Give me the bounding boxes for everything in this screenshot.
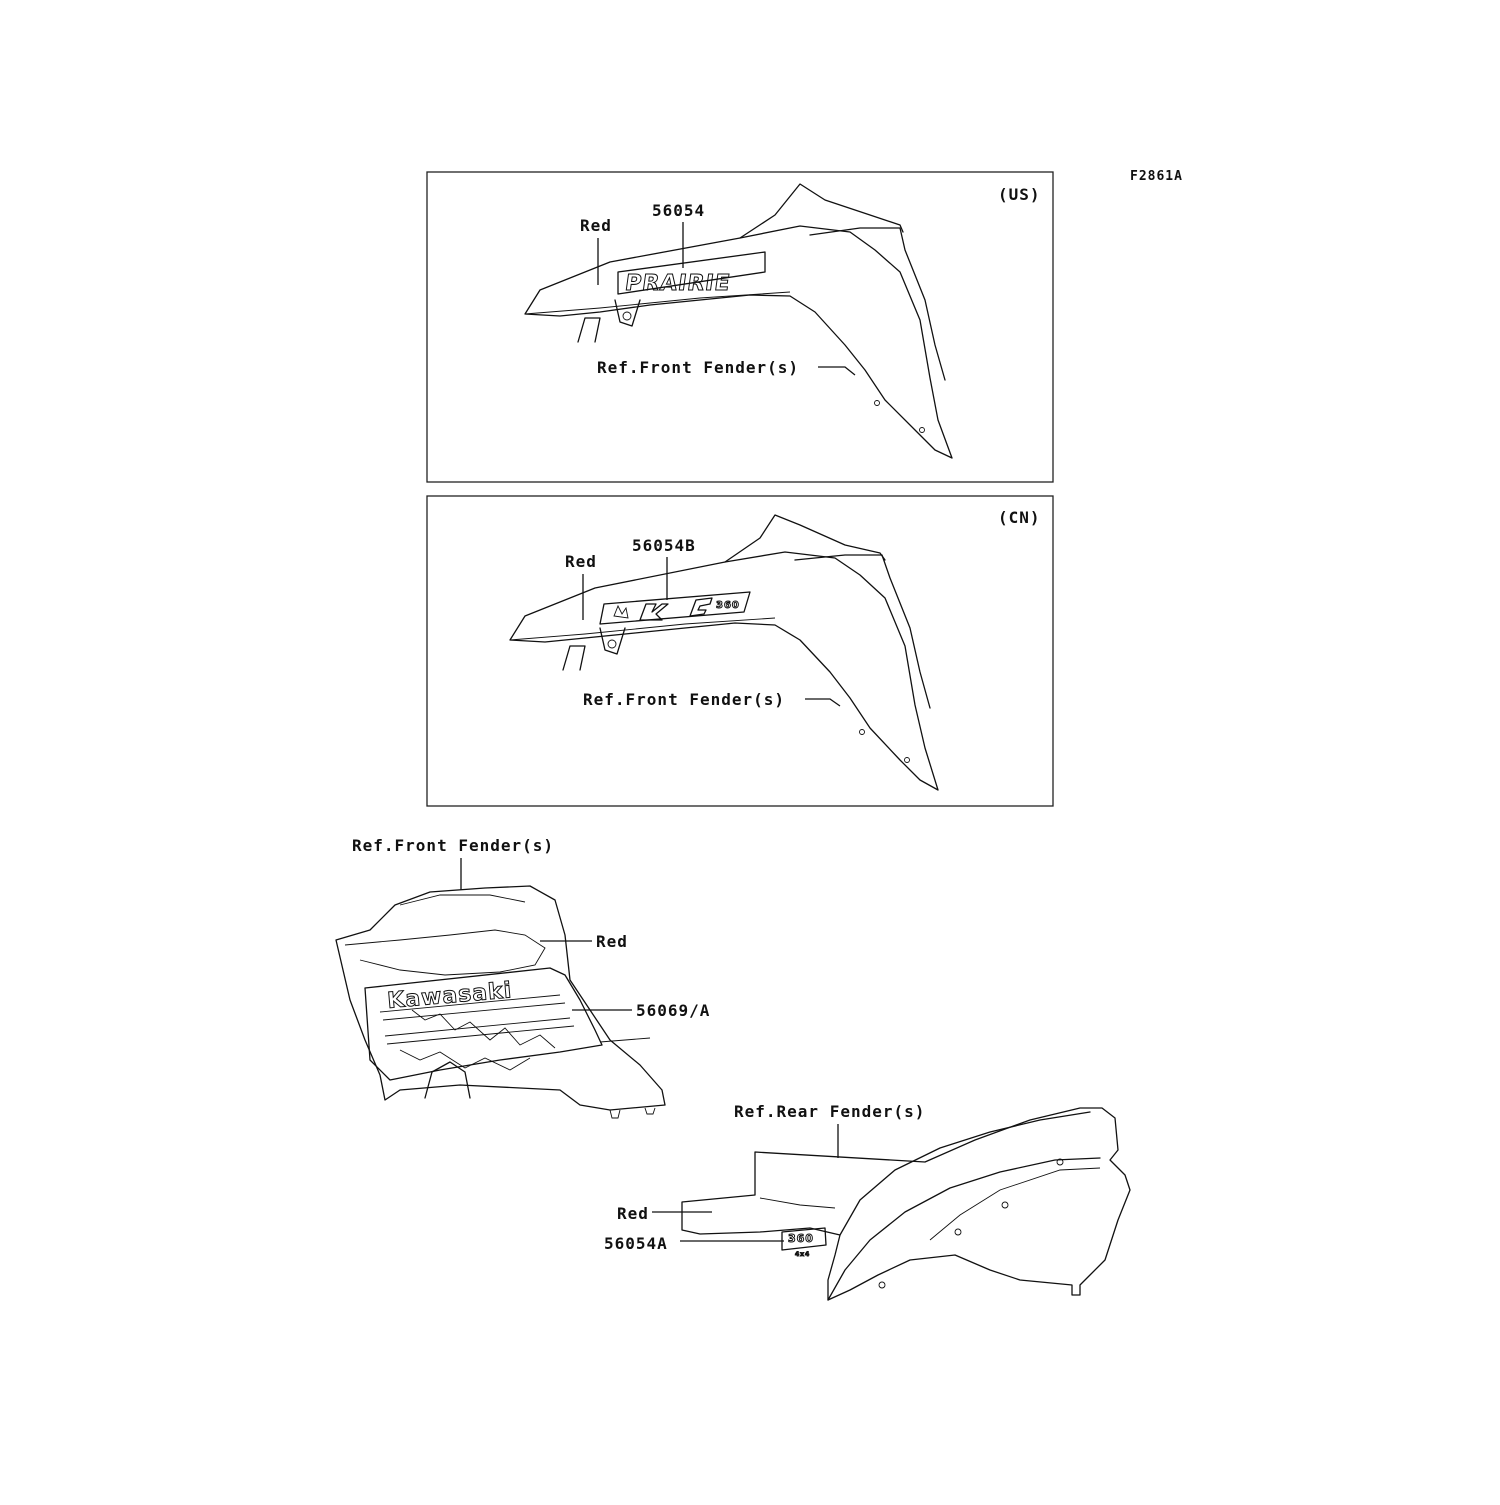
cn-part-number: 56054B (632, 536, 696, 555)
rear-fender-group (604, 1102, 1130, 1300)
side-panel-group (336, 836, 710, 1118)
rear-emblem-text: 360 (788, 1232, 814, 1245)
cn-color-label: Red (565, 552, 597, 571)
us-ref-label: Ref.Front Fender(s) (597, 358, 800, 377)
panel-cn-frame (427, 496, 1053, 806)
rear-ref-label: Ref.Rear Fender(s) (734, 1102, 926, 1121)
side-color-label: Red (596, 932, 628, 951)
us-color-label: Red (580, 216, 612, 235)
kvf-360-text: 360 (716, 600, 740, 611)
rear-emblem-subtext: 4x4 (795, 1251, 811, 1258)
us-prairie-decal (618, 252, 765, 296)
cn-kvf-decal (600, 592, 750, 624)
side-panel-drawing (336, 886, 665, 1118)
rear-fender-drawing (682, 1108, 1130, 1300)
rear-color-label: Red (617, 1204, 649, 1223)
maple-leaf-icon (614, 606, 628, 618)
figure-code: F2861A (1130, 169, 1183, 184)
prairie-decal-text: PRAIRIE (623, 270, 733, 296)
panel-cn (427, 496, 1053, 806)
panel-us-frame (427, 172, 1053, 482)
cn-ref-label: Ref.Front Fender(s) (583, 690, 786, 709)
rear-part-number: 56054A (604, 1234, 668, 1253)
side-ref-label: Ref.Front Fender(s) (352, 836, 555, 855)
us-ref-leader (818, 367, 855, 375)
side-part-number: 56069/A (636, 1001, 711, 1020)
panel-us (427, 172, 1053, 482)
panel-us-region: (US) (998, 185, 1041, 204)
us-part-number: 56054 (652, 201, 706, 220)
cn-ref-leader (805, 699, 840, 706)
panel-cn-region: (CN) (998, 508, 1041, 527)
kawasaki-decal-text: Kawasaki (386, 978, 514, 1014)
